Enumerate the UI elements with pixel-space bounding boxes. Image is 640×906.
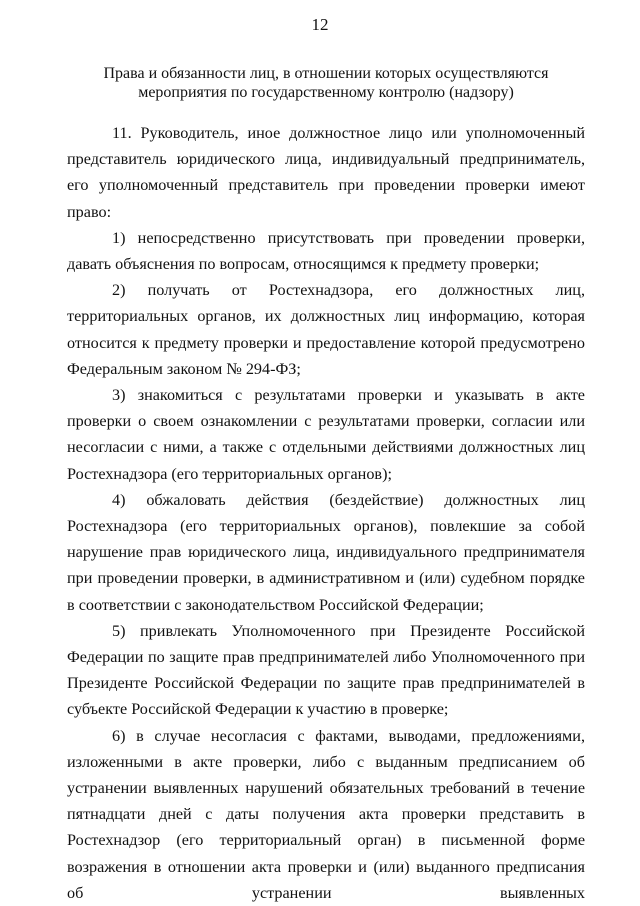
document-body [67,120,585,906]
paragraph-item-2: 2) получать от Ростехнадзора, его должностных лиц, территориальных органов, их должностных лиц информацию, которая относится к предмету проверки и предоставление которой предусмотрено Федеральным законом № 294-ФЗ; [67,281,585,378]
paragraph-item-3: 3) знакомиться с результатами проверки и указывать в акте проверки о своем ознакомлении с результатами проверки, согласии или несогласии с ними, а также с отдельными действиями должностных лиц Ростехнадзора (его территориальных органов); [67,386,585,483]
paragraph-item-1: 1) непосредственно присутствовать при проведении проверки, давать объяснения по вопросам, относящимся к предмету проверки; [67,228,585,274]
section-heading: Права и обязанности лиц, в отношении которых осуществляются мероприятия по государственному контролю (надзору) [103,65,549,101]
paragraph-11: 11. Руководитель, иное должностное лицо или уполномоченный представитель юридического лица, индивидуальный предприниматель, его уполномоченный представитель при проведении проверки имеют право: [67,124,585,221]
paragraph-item-6: 6) в случае несогласия с фактами, выводами, предложениями, изложенными в акте проверки, либо с выданным предписанием об устранении выявленных нарушений обязательных требований в течение пятнадцати дней с даты получения акта проверки представить в Ростехнадзор (его территориальный орган) в письменной форме возражения в отношении акта проверки и (или) выданного предписания об устранении выявленных [67,726,585,902]
paragraph-item-5: 5) привлекать Уполномоченного при Президенте Российской Федерации по защите прав предпринимателей либо Уполномоченного при Президенте Российской Федерации по защите прав предпринимателей в субъекте Российской Федерации к участию в проверке; [67,621,585,719]
paragraph-item-4: 4) обжаловать действия (бездействие) должностных лиц Ростехнадзора (его территориальных органов), повлекшие за собой нарушение прав юридического лица, индивидуального предпринимателя при проведении проверки, в административном и (или) судебном порядке в соответствии с законодательством Российской Федерации; [67,490,585,614]
page-number: 12 [311,15,329,34]
